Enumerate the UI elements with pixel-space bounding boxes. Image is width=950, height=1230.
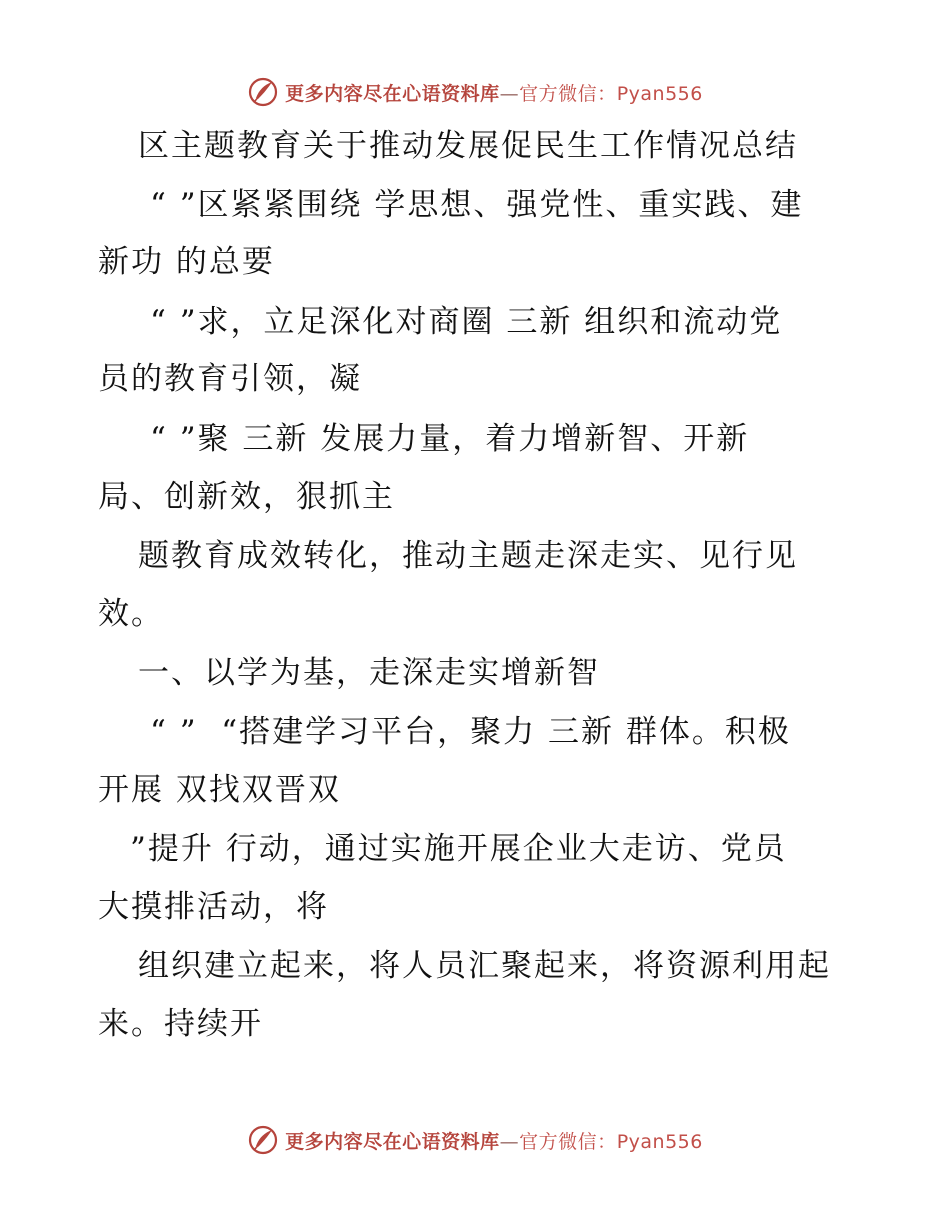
- watermark-separator: —: [499, 82, 520, 105]
- watermark-wechat-label: 官方微信：: [519, 82, 617, 105]
- footer-watermark: [0, 1120, 950, 1160]
- watermark-wechat-id: Pyan556: [616, 1130, 703, 1153]
- watermark-separator: —: [499, 1130, 520, 1153]
- paragraph-line: “ ” “搭建学习平台，聚力 三新 群体。积极: [150, 714, 791, 750]
- paragraph-line: 题教育成效转化，推动主题走深走实、见行见: [138, 538, 798, 574]
- watermark-wechat-label: 官方微信：: [519, 1130, 617, 1153]
- watermark-text: [285, 1127, 703, 1154]
- paragraph-line: “ ”求，立足深化对商圈 三新 组织和流动党: [150, 304, 783, 340]
- paragraph-line: “ ”区紧紧围绕 学思想、强党性、重实践、建: [150, 187, 804, 223]
- paragraph-line: 新功 的总要: [98, 244, 275, 280]
- paragraph-line: 来。持续开: [98, 1006, 263, 1042]
- watermark-wechat-id: Pyan556: [616, 82, 703, 105]
- paragraph-line: 组织建立起来，将人员汇聚起来，将资源利用起: [138, 948, 831, 984]
- watermark-main-text: 更多内容尽在心语资料库: [285, 82, 500, 105]
- document-title: 区主题教育关于推动发展促民生工作情况总结: [138, 128, 798, 164]
- paragraph-line: 开展 双找双晋双: [98, 772, 341, 808]
- paragraph-line: 局、创新效，狠抓主: [98, 479, 395, 515]
- paragraph-line: 员的教育引领，凝: [98, 361, 362, 397]
- section-heading: 一、以学为基，走深走实增新智: [138, 655, 600, 691]
- watermark-main-text: 更多内容尽在心语资料库: [285, 1130, 500, 1153]
- paragraph-line: ”提升 行动，通过实施开展企业大走访、党员: [130, 831, 787, 867]
- paragraph-line: 效。: [98, 596, 164, 632]
- paragraph-line: “ ”聚 三新 发展力量，着力增新智、开新: [150, 421, 750, 457]
- watermark-group: [247, 1124, 703, 1156]
- paragraph-line: 大摸排活动，将: [98, 889, 329, 925]
- quill-seal-icon: [247, 1124, 279, 1156]
